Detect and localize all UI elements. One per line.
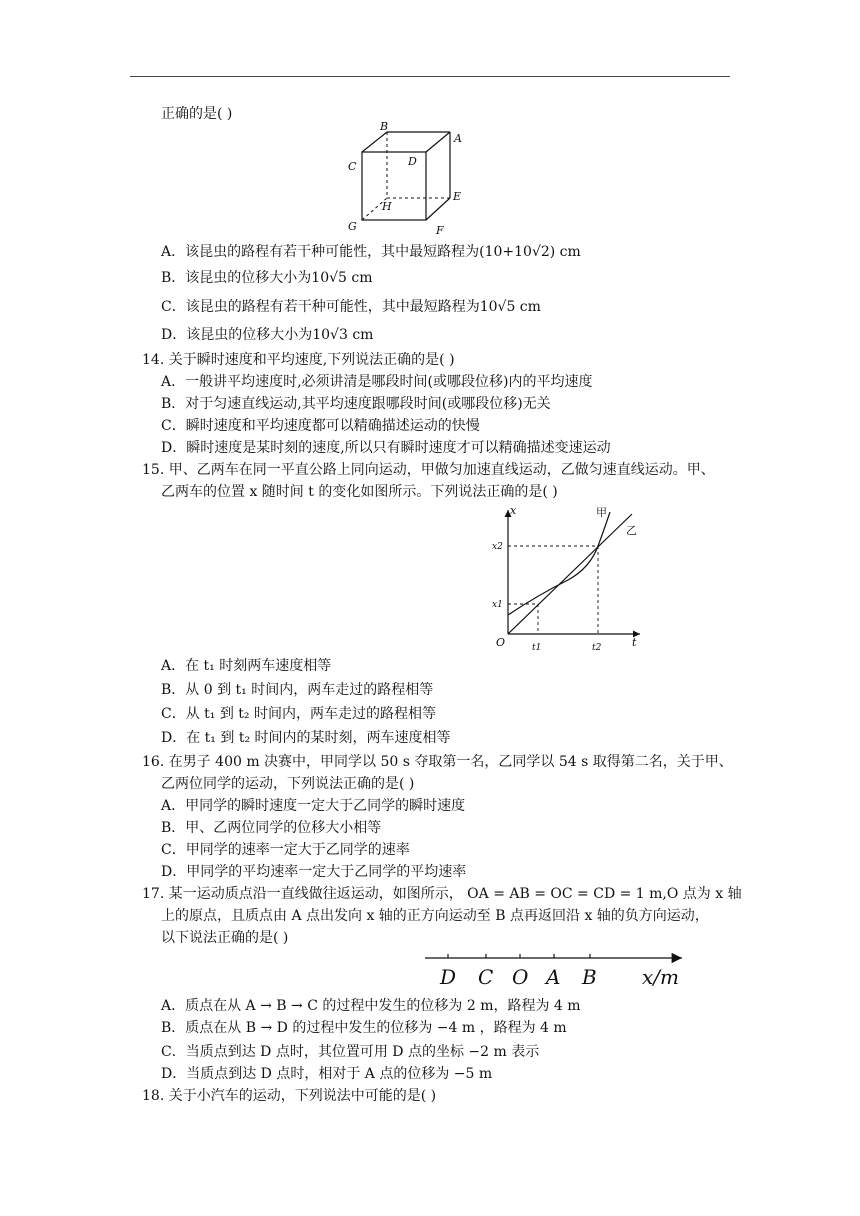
q17-stem-1: 17. 某一运动质点沿一直线做往返运动，如图所示， OA = AB = OC = CD = 1 m,O 点为 x 轴 <box>142 886 742 902</box>
axis-label-d: D <box>440 965 457 989</box>
graph-tick-x1: x1 <box>492 600 503 610</box>
q14-option-d: D．瞬时速度是某时刻的速度,所以只有瞬时速度才可以精确描述变速运动 <box>161 440 611 456</box>
axis-label-o: O <box>512 965 529 989</box>
q15-option-a: A．在 t₁ 时刻两车速度相等 <box>161 658 332 674</box>
curve-jia <box>508 512 610 615</box>
graph-label-yi: 乙 <box>626 524 637 537</box>
q16-stem-2: 乙两位同学的运动，下列说法正确的是( ) <box>161 776 415 792</box>
graph-label-jia: 甲 <box>596 506 607 519</box>
q16-option-d: D．甲同学的平均速率一定大于乙同学的平均速率 <box>161 864 467 880</box>
q17-option-a: A．质点在从 A → B → C 的过程中发生的位移为 2 m，路程为 4 m <box>161 998 581 1014</box>
graph-tick-t1: t1 <box>532 643 542 653</box>
graph-y-label: x <box>510 504 517 517</box>
q14-stem: 14. 关于瞬时速度和平均速度,下列说法正确的是( ) <box>142 352 455 368</box>
line-yi <box>508 514 632 634</box>
q14-option-b: B．对于匀速直线运动,其平均速度跟哪段时间(或哪段位移)无关 <box>161 396 551 412</box>
axis-label-c: C <box>478 965 494 989</box>
cube-figure <box>340 120 470 235</box>
q13-stem-tail: 正确的是( ) <box>161 106 233 122</box>
graph-tick-x2: x2 <box>492 542 503 552</box>
q16-option-a: A．甲同学的瞬时速度一定大于乙同学的瞬时速度 <box>161 798 466 814</box>
q17-option-d: D．当质点到达 D 点时，相对于 A 点的位移为 −5 m <box>161 1066 493 1082</box>
q16-stem-1: 16. 在男子 400 m 决赛中，甲同学以 50 s 夺取第一名，乙同学以 54 s 取得第二名，关于甲、 <box>142 754 733 770</box>
q15-stem-2: 乙两车的位置 x 随时间 t 的变化如图所示。下列说法正确的是( ) <box>161 484 558 500</box>
axis-label-b: B <box>582 965 597 989</box>
q14-option-a: A．一般讲平均速度时,必须讲清是哪段时间(或哪段位移)内的平均速度 <box>161 374 593 390</box>
xt-graph <box>490 500 650 655</box>
number-axis-figure <box>420 944 690 994</box>
cube-label-d: D <box>408 155 417 168</box>
cube-label-e: E <box>453 190 462 203</box>
graph-x-label: t <box>632 636 637 649</box>
cube-label-f: F <box>436 224 444 235</box>
q15-option-d: D．在 t₁ 到 t₂ 时间内的某时刻，两车速度相等 <box>161 730 451 746</box>
q13-option-a: A．该昆虫的路程有若干种可能性，其中最短路程为(10+10√2) cm <box>161 244 581 260</box>
q15-option-c: C．从 t₁ 到 t₂ 时间内，两车走过的路程相等 <box>161 706 436 722</box>
cube-label-h: H <box>382 200 392 213</box>
axis-unit: x/m <box>642 965 679 989</box>
axis-label-a: A <box>546 965 561 989</box>
cube-label-g: G <box>348 220 357 233</box>
graph-origin: O <box>496 636 506 649</box>
q17-option-c: C．当质点到达 D 点时，其位置可用 D 点的坐标 −2 m 表示 <box>161 1044 540 1060</box>
q15-option-b: B．从 0 到 t₁ 时间内，两车走过的路程相等 <box>161 682 434 698</box>
q18-stem: 18. 关于小汽车的运动，下列说法中可能的是( ) <box>142 1088 437 1104</box>
q14-option-c: C．瞬时速度和平均速度都可以精确描述运动的快慢 <box>161 418 480 434</box>
graph-tick-t2: t2 <box>592 643 602 653</box>
header-rule <box>130 76 730 77</box>
q17-stem-3: 以下说法正确的是( ) <box>161 930 289 946</box>
q17-option-b: B．质点在从 B → D 的过程中发生的位移为 −4 m ，路程为 4 m <box>161 1020 567 1036</box>
cube-label-b: B <box>380 120 389 133</box>
q13-option-b: B．该昆虫的位移大小为10√5 cm <box>161 270 373 286</box>
q17-stem-2: 上的原点，且质点由 A 点出发向 x 轴的正方向运动至 B 点再返回沿 x 轴的负方向运动， <box>161 908 709 924</box>
cube-label-a: A <box>454 132 462 145</box>
cube-label-c: C <box>348 160 357 173</box>
q16-option-b: B．甲、乙两位同学的位移大小相等 <box>161 820 382 836</box>
q13-option-c: C．该昆虫的路程有若干种可能性，其中最短路程为10√5 cm <box>161 299 541 315</box>
q15-stem-1: 15. 甲、乙两车在同一平直公路上同向运动，甲做匀加速直线运动，乙做匀速直线运动。甲、 <box>142 462 715 478</box>
q16-option-c: C．甲同学的速率一定大于乙同学的速率 <box>161 842 410 858</box>
q13-option-d: D．该昆虫的位移大小为10√3 cm <box>161 327 374 343</box>
